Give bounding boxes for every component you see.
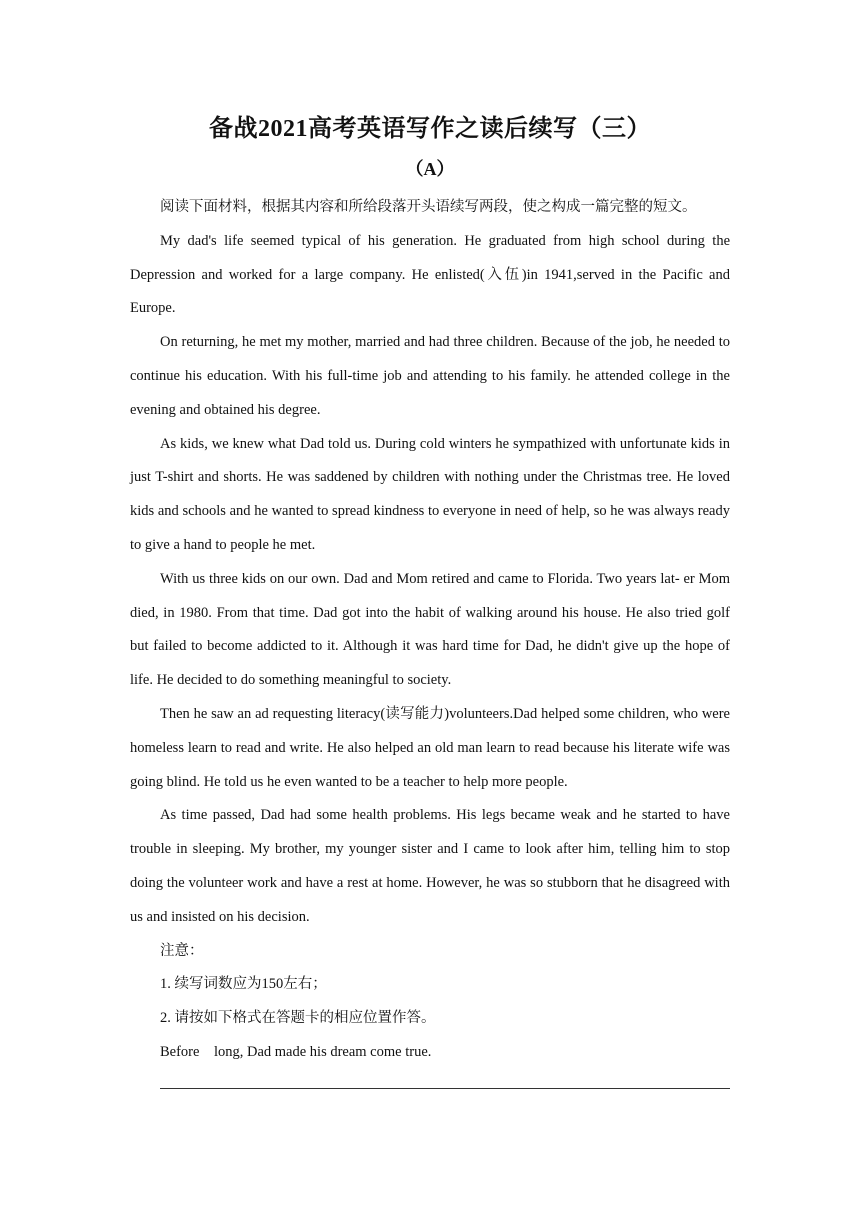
story-paragraph-4: With us three kids on our own. Dad and Mom retired and came to Florida. Two years lat- er Mom died, in 1980. From that time. Dad got into the habit of walking around his house. He also tried golf but failed to become addicted to it. Although it was hard time for Dad, he didn't give up the hope of life. He decided to do something meaningful to society. <box>130 570 730 689</box>
story-paragraph-2: On returning, he met my mother, married and had three children. Because of the job, he needed to continue his education. With his full-time job and attending to his family. he attended college in the evening and obtained his degree. <box>130 334 730 418</box>
page-title: 备战2021高考英语写作之读后续写（三） <box>209 116 651 142</box>
story-paragraph-6: As time passed, Dad had some health problems. His legs became weak and he started to have trouble in sleeping. My brother, my younger sister and I came to look after him, telling him to stop doing the volunteer work and have a rest at home. However, he was so stubborn that he disagreed with us and insisted on his decision. <box>130 807 730 925</box>
section-label: （A） <box>405 159 455 179</box>
document-page <box>130 100 730 1089</box>
continuation-prompt: Before long, Dad made his dream come true. <box>160 1043 432 1060</box>
story-paragraph-5: Then he saw an ad requesting literacy(读写能力)volunteers.Dad helped some children, who were homeless learn to read and write. He also helped an old man learn to read because his literate wife was going blind. He told us he even wanted to be a teacher to help more people. <box>130 705 730 790</box>
answer-line <box>160 1088 730 1089</box>
story-paragraph-3: As kids, we knew what Dad told us. During cold winters he sympathized with unfortunate kids in just T-shirt and shorts. He was saddened by children with nothing under the Christmas tree. He loved kids and schools and he wanted to spread kindness to everyone in need of help, so he was always ready to give a hand to people he met. <box>130 435 730 553</box>
note-item-2: 2. 请按如下格式在答题卡的相应位置作答。 <box>160 1010 436 1027</box>
note-item-1: 1. 续写词数应为150左右； <box>160 976 327 993</box>
instruction-text: 阅读下面材料，根据其内容和所给段落开头语续写两段，使之构成一篇完整的短文。 <box>160 199 697 215</box>
notes-heading: 注意： <box>160 942 204 959</box>
story-paragraph-1: My dad's life seemed typical of his generation. He graduated from high school during the Depression and worked for a large company. He enlisted(入伍)in 1941,served in the Pacific and Europe. <box>130 232 730 317</box>
